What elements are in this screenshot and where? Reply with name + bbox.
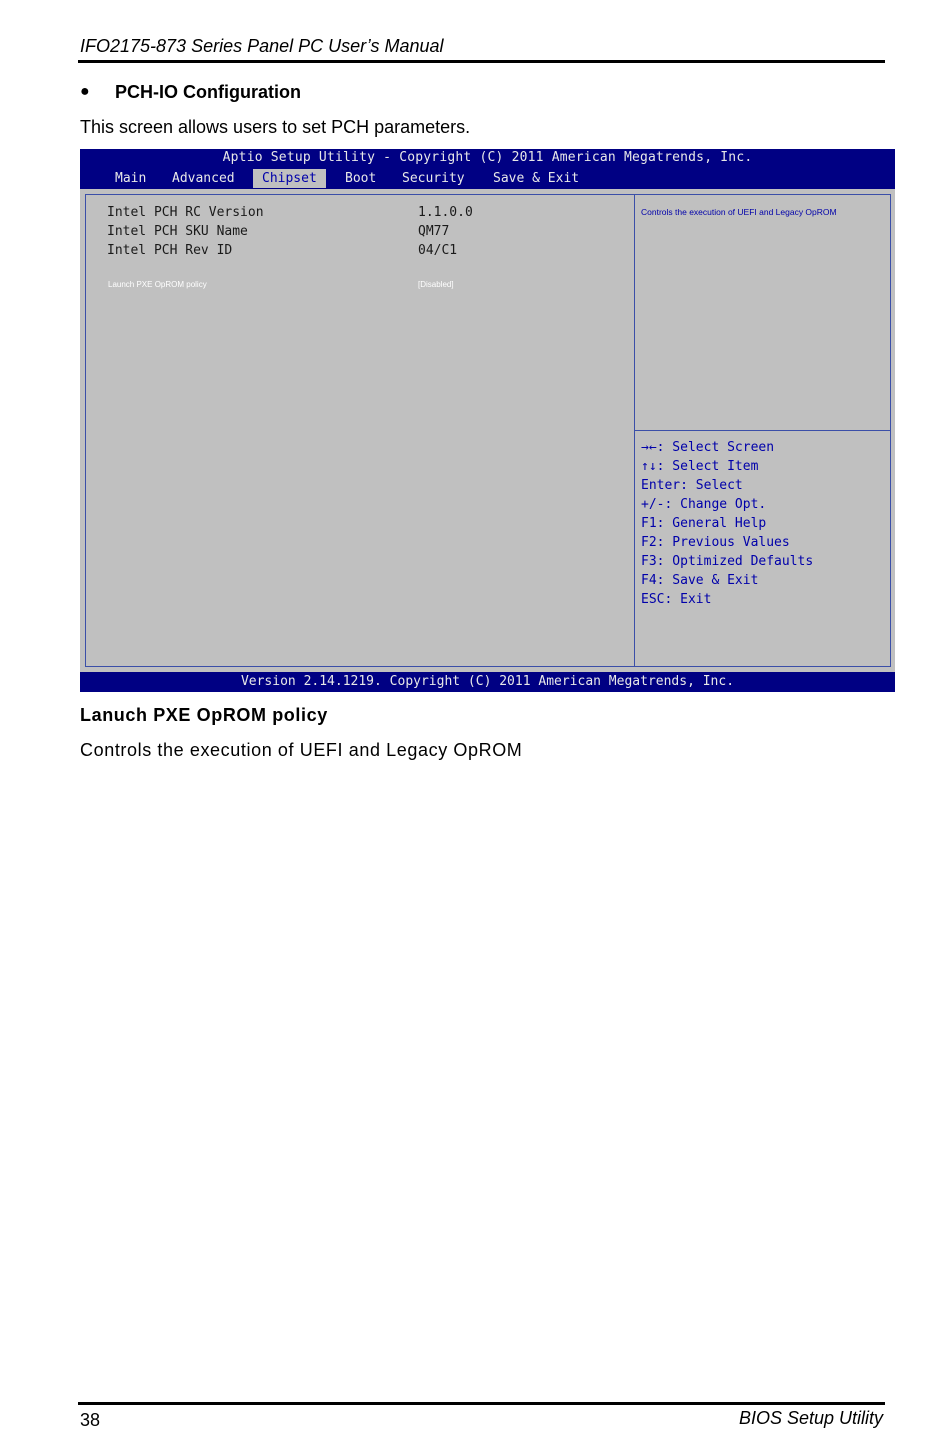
tab-advanced[interactable]: Advanced [172, 171, 235, 186]
tab-security[interactable]: Security [402, 171, 465, 186]
tab-main[interactable]: Main [115, 171, 147, 186]
key-select-item: ↑↓: Select Item [641, 459, 759, 474]
launch-pxe-oprom-option[interactable]: Launch PXE OpROM policy [108, 280, 207, 289]
key-f2: F2: Previous Values [641, 535, 790, 550]
footer-rule [78, 1402, 885, 1405]
bios-help-text: Controls the execution of UEFI and Legacy OpROM [641, 207, 837, 217]
launch-pxe-oprom-value[interactable]: [Disabled] [418, 280, 454, 289]
section-intro: This screen allows users to set PCH parameters. [80, 117, 471, 137]
bios-version-bar [80, 672, 895, 692]
key-f1: F1: General Help [641, 516, 767, 531]
key-f3: F3: Optimized Defaults [641, 554, 814, 569]
bios-help-panel [634, 194, 891, 431]
bios-title: Aptio Setup Utility - Copyright (C) 2011 American Megatrends, Inc. [222, 150, 753, 165]
manual-title: IFO2175-873 Series Panel PC User’s Manual [80, 36, 444, 56]
pch-rc-version-label: Intel PCH RC Version [107, 205, 264, 220]
key-esc: ESC: Exit [641, 592, 712, 607]
pch-sku-name-label: Intel PCH SKU Name [107, 224, 248, 239]
pch-rc-version-value: 1.1.0.0 [418, 205, 473, 220]
pch-sku-name-value: QM77 [418, 224, 450, 239]
tab-chipset[interactable]: Chipset [253, 169, 326, 188]
bios-screenshot [80, 149, 895, 692]
key-enter: Enter: Select [641, 478, 743, 493]
key-select-screen: →←: Select Screen [641, 440, 775, 455]
item-description: Controls the execution of UEFI and Legacy OpROM [80, 740, 523, 760]
pch-rev-id-value: 04/C1 [418, 243, 458, 258]
bullet-icon: ● [80, 83, 90, 100]
page-number: 38 [80, 1410, 101, 1430]
bios-settings-panel [85, 194, 635, 667]
bios-title-bar [80, 149, 895, 189]
item-heading: Lanuch PXE OpROM policy [80, 705, 328, 725]
key-change-opt: +/-: Change Opt. [641, 497, 767, 512]
footer-section: BIOS Setup Utility [738, 1408, 883, 1428]
header-rule [78, 60, 885, 63]
tab-boot[interactable]: Boot [345, 171, 377, 186]
bios-version: Version 2.14.1219. Copyright (C) 2011 American Megatrends, Inc. [240, 674, 735, 689]
bios-keys-panel [634, 430, 891, 667]
section-heading: PCH-IO Configuration [115, 82, 301, 102]
key-f4: F4: Save & Exit [641, 573, 759, 588]
pch-rev-id-label: Intel PCH Rev ID [107, 243, 233, 258]
tab-save-exit[interactable]: Save & Exit [493, 171, 580, 186]
